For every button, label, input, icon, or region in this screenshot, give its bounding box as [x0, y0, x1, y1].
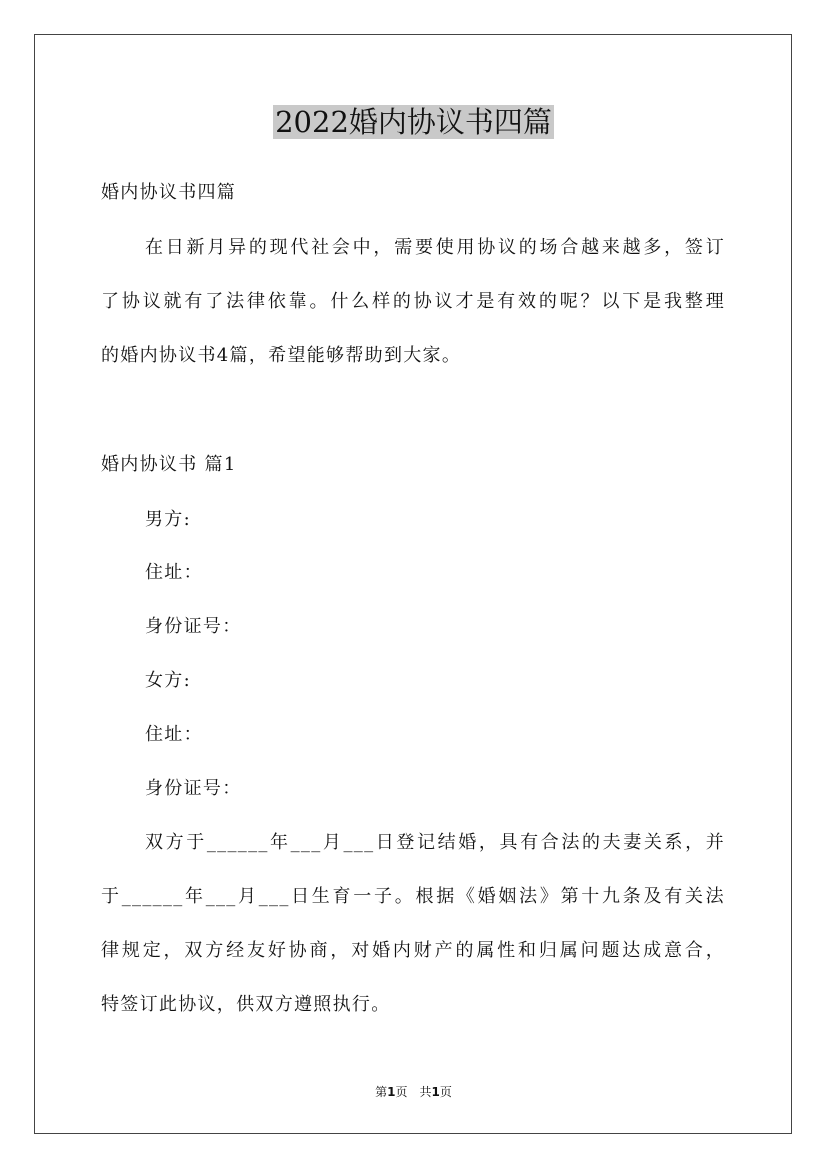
body-line-2: 于______年___月___日生育一子。根据《婚姻法》第十九条及有关法: [101, 886, 725, 907]
intro-line-1: 在日新月异的现代社会中，需要使用协议的场合越来越多，签订: [145, 237, 725, 258]
intro-line-3: 的婚内协议书4篇，希望能够帮助到大家。: [101, 345, 462, 366]
male-id-field: 身份证号：: [145, 616, 242, 637]
male-party-field: 男方:: [145, 509, 191, 530]
page-current: 1: [387, 1085, 396, 1099]
total-prefix: 共: [419, 1085, 432, 1099]
female-address-field: 住址：: [145, 724, 203, 745]
page-suffix: 页: [395, 1085, 408, 1099]
document-title: [0, 102, 827, 142]
section-heading: 婚内协议书 篇1: [101, 454, 237, 475]
female-id-field: 身份证号：: [145, 778, 242, 799]
female-party-field: 女方:: [145, 670, 191, 691]
body-line-1: 双方于______年___月___日登记结婚，具有合法的夫妻关系，并: [145, 832, 725, 853]
page-prefix: 第: [375, 1085, 388, 1099]
total-suffix: 页: [439, 1085, 452, 1099]
page-footer: [0, 1083, 827, 1101]
male-address-field: 住址：: [145, 562, 203, 583]
intro-line-2: 了协议就有了法律依靠。什么样的协议才是有效的呢？以下是我整理: [101, 291, 725, 312]
body-line-3: 律规定，双方经友好协商，对婚内财产的属性和归属问题达成意合，: [101, 940, 725, 961]
document-subtitle: 婚内协议书四篇: [101, 182, 237, 203]
body-line-4: 特签订此协议，供双方遵照执行。: [101, 994, 391, 1015]
page-total: 1: [431, 1085, 440, 1099]
document-title-text: 2022婚内协议书四篇: [275, 105, 552, 139]
